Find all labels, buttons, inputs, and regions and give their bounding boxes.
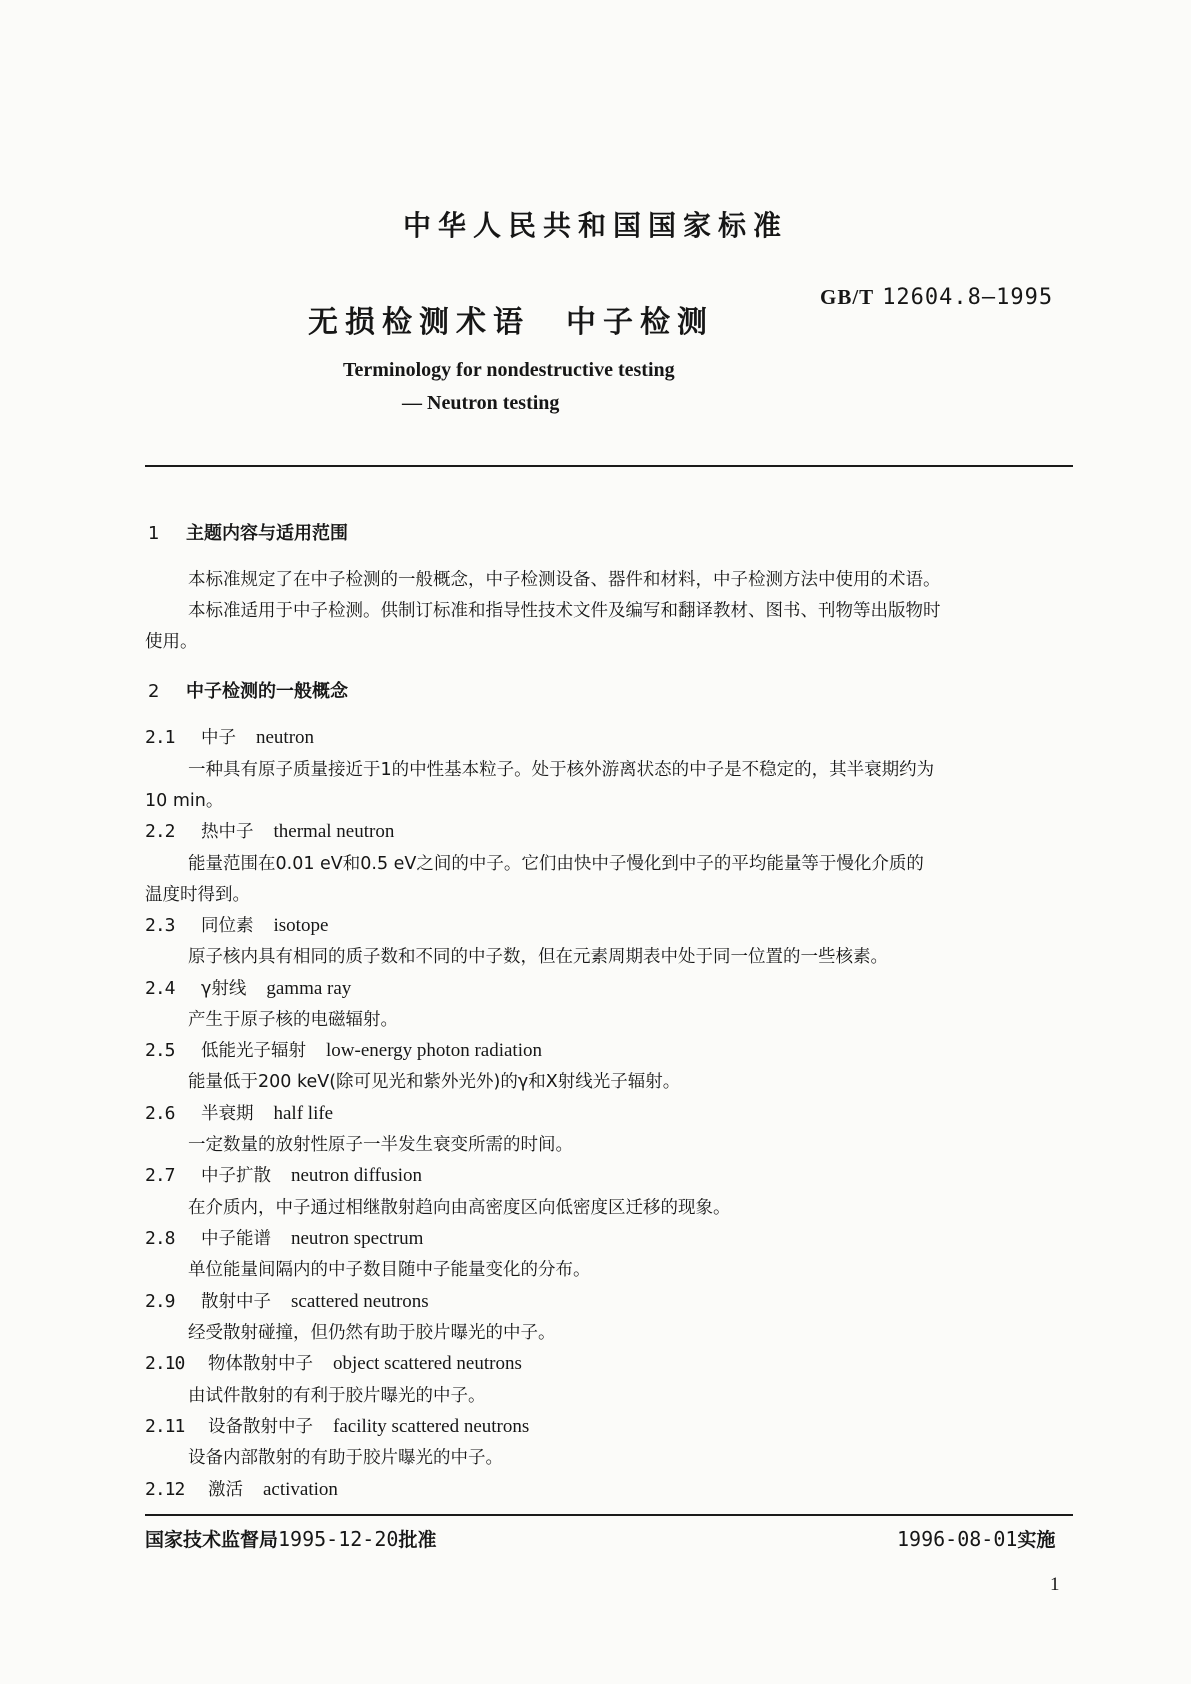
term-en: isotope <box>273 915 329 936</box>
term-entry <box>145 1225 423 1250</box>
implementation-line <box>897 1525 1055 1552</box>
approver: 国家技术监督局 <box>145 1529 279 1551</box>
term-en: half life <box>273 1103 334 1124</box>
term-entry <box>145 1162 422 1187</box>
term-number: 2.12 <box>145 1479 185 1500</box>
document-title-cn <box>308 297 714 341</box>
term-en: low-energy photon radiation <box>326 1040 542 1061</box>
term-definition: 经受散射碰撞，但仍然有助于胶片曝光的中子。 <box>188 1323 556 1343</box>
term-cn: 激活 <box>208 1480 243 1500</box>
term-cn: 中子扩散 <box>201 1166 271 1186</box>
term-definition: 产生于原子核的电磁辐射。 <box>188 1010 398 1030</box>
term-cn: 中子 <box>201 728 236 748</box>
term-cn: 同位素 <box>201 916 254 936</box>
section-title: 中子检测的一般概念 <box>186 681 348 702</box>
approve-suffix: 批准 <box>398 1529 437 1551</box>
document-title-en-line1: Terminology for nondestructive testing <box>343 359 675 381</box>
term-entry <box>145 1476 338 1501</box>
term-en: facility scattered neutrons <box>333 1416 530 1437</box>
term-definition-cont: 温度时得到。 <box>145 885 250 905</box>
standard-code <box>820 285 1053 310</box>
term-cn: 半衰期 <box>201 1104 254 1124</box>
section-2-heading <box>148 677 348 703</box>
approve-date: 1995-12-20 <box>278 1527 399 1551</box>
page-number: 1 <box>1050 1574 1060 1595</box>
term-en: neutron <box>256 727 315 748</box>
term-definition: 单位能量间隔内的中子数目随中子能量变化的分布。 <box>188 1260 591 1280</box>
term-entry <box>145 1100 333 1125</box>
term-definition: 设备内部散射的有助于胶片曝光的中子。 <box>188 1448 503 1468</box>
term-number: 2.8 <box>145 1228 175 1249</box>
term-number: 2.1 <box>145 727 175 748</box>
term-entry <box>145 818 394 843</box>
term-number: 2.2 <box>145 821 175 842</box>
implement-date: 1996-08-01 <box>897 1527 1018 1551</box>
term-cn: 低能光子辐射 <box>201 1041 306 1061</box>
term-number: 2.6 <box>145 1103 175 1124</box>
term-cn: 散射中子 <box>201 1292 271 1312</box>
term-definition-cont: 10 min。 <box>145 791 224 811</box>
term-definition: 一定数量的放射性原子一半发生衰变所需的时间。 <box>188 1135 573 1155</box>
term-en: activation <box>263 1479 338 1500</box>
term-definition: 原子核内具有相同的质子数和不同的中子数，但在元素周期表中处于同一位置的一些核素。 <box>188 947 888 967</box>
standard-code-prefix: GB/T <box>820 285 875 309</box>
section-number: 2 <box>148 681 160 702</box>
footer-divider <box>145 1514 1073 1516</box>
term-definition: 能量范围在0.01 eV和0.5 eV之间的中子。它们由快中子慢化到中子的平均能量等于慢化介质的 <box>188 854 924 874</box>
term-entry <box>145 1413 529 1438</box>
term-definition: 在介质内，中子通过相继散射趋向由高密度区向低密度区迁移的现象。 <box>188 1198 731 1218</box>
term-entry <box>145 724 314 749</box>
approval-line <box>145 1525 436 1552</box>
section-1-paragraph-2-cont: 使用。 <box>145 632 198 652</box>
term-en: object scattered neutrons <box>333 1353 522 1374</box>
term-entry <box>145 912 328 937</box>
term-cn: 热中子 <box>201 822 254 842</box>
term-entry <box>145 1350 522 1375</box>
section-1-heading <box>148 519 348 545</box>
term-entry <box>145 1288 429 1313</box>
term-number: 2.9 <box>145 1291 175 1312</box>
term-definition: 一种具有原子质量接近于1的中性基本粒子。处于核外游离状态的中子是不稳定的，其半衰期约为 <box>188 760 935 780</box>
header-divider <box>145 465 1073 467</box>
section-1-paragraph-2: 本标准适用于中子检测。供制订标准和指导性技术文件及编写和翻译教材、图书、刊物等出版物时 <box>188 601 941 621</box>
term-number: 2.4 <box>145 978 175 999</box>
term-number: 2.5 <box>145 1040 175 1061</box>
implement-suffix: 实施 <box>1017 1529 1056 1551</box>
document-title-en-line2: — Neutron testing <box>402 392 560 414</box>
section-1-paragraph-1: 本标准规定了在中子检测的一般概念，中子检测设备、器件和材料，中子检测方法中使用的术语。 <box>188 570 941 590</box>
term-en: thermal neutron <box>273 821 395 842</box>
term-cn: 中子能谱 <box>201 1229 271 1249</box>
term-entry <box>145 975 351 1000</box>
term-number: 2.3 <box>145 915 175 936</box>
term-cn: 物体散射中子 <box>208 1354 313 1374</box>
term-cn: 设备散射中子 <box>208 1417 313 1437</box>
term-number: 2.11 <box>145 1416 185 1437</box>
title-cn-part-b: 中子检测 <box>566 305 714 340</box>
term-en: gamma ray <box>266 978 352 999</box>
term-cn: γ射线 <box>201 979 247 999</box>
term-number: 2.10 <box>145 1353 185 1374</box>
term-definition: 能量低于200 keV(除可见光和紫外光外)的γ和X射线光子辐射。 <box>188 1072 681 1092</box>
section-number: 1 <box>148 523 160 544</box>
national-standard-heading: 中华人民共和国国家标准 <box>402 209 788 242</box>
title-cn-part-a: 无损检测术语 <box>308 305 530 340</box>
term-en: scattered neutrons <box>291 1291 429 1312</box>
term-entry <box>145 1037 542 1062</box>
term-en: neutron diffusion <box>291 1165 423 1186</box>
standard-code-number: 12604.8—1995 <box>882 285 1054 310</box>
term-definition: 由试件散射的有利于胶片曝光的中子。 <box>188 1386 486 1406</box>
term-en: neutron spectrum <box>291 1228 424 1249</box>
section-title: 主题内容与适用范围 <box>186 523 348 544</box>
term-number: 2.7 <box>145 1165 175 1186</box>
